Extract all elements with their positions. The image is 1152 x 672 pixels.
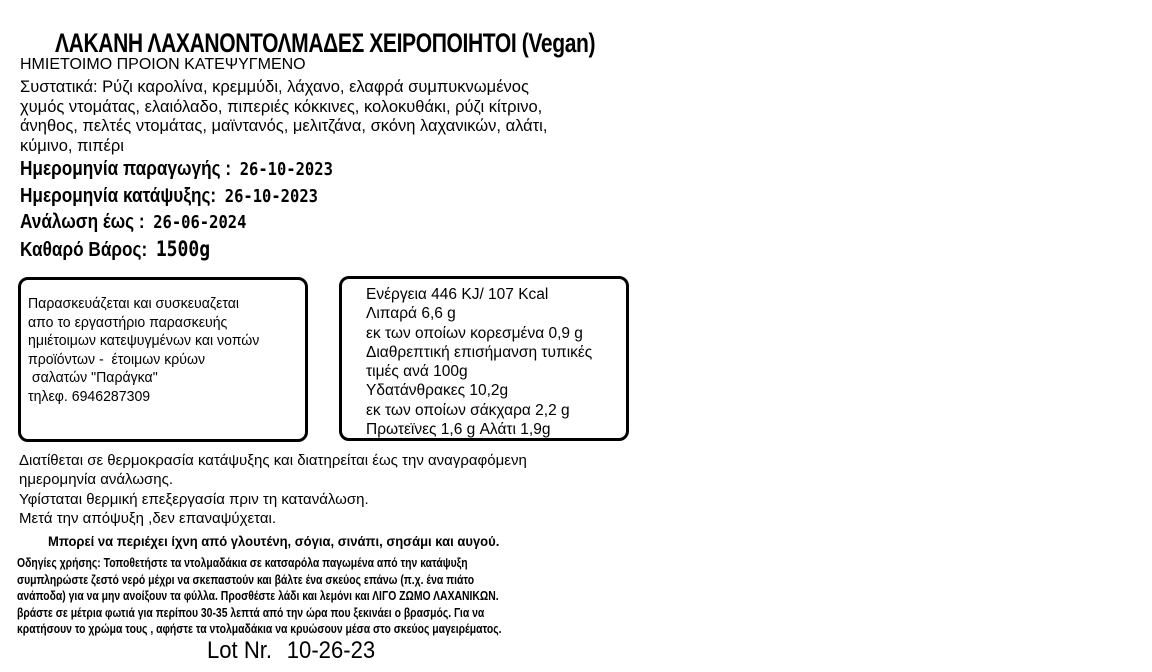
nutrition-line: εκ των οποίων σάκχαρα 2,2 g bbox=[366, 401, 570, 419]
instructions-line: βράστε σε μέτρια φωτιά για περίπου 30-35 λεπτά από την ώρα που ξεκινάει ο βρασμός. Για να bbox=[17, 604, 485, 620]
storage-line: Διατίθεται σε θερμοκρασία κατάψυξης και διατηρείται έως την αναγραφόμενη bbox=[19, 452, 527, 469]
storage-line: ημερομηνία ανάλωσης. bbox=[19, 471, 174, 489]
producer-box bbox=[18, 277, 308, 442]
expiry-date-label: Ανάλωση έως : bbox=[20, 211, 145, 233]
freezing-date-value: 26-10-2023 bbox=[224, 186, 318, 207]
lot-label: Lot Nr. bbox=[207, 637, 273, 664]
freezing-date-label: Ημερομηνία κατάψυξης: bbox=[20, 185, 217, 207]
producer-line: απο το εργαστήριο παρασκευής bbox=[28, 313, 228, 331]
instructions-line: Οδηγίες χρήσης: Τοποθετήστε τα ντολμαδάκια σε κατσαρόλα παγωμένα από την κατάψυξη bbox=[17, 555, 468, 570]
nutrition-box bbox=[339, 276, 629, 441]
producer-line: ημιέτοιμων κατεψυγμένων και νοπών bbox=[28, 332, 260, 350]
nutrition-line: εκ των οποίων κορεσμένα 0,9 g bbox=[366, 324, 583, 342]
producer-line: Παρασκευάζεται και συσκευαζεται bbox=[28, 295, 240, 312]
ingredients-line: χυμός ντομάτας, ελαιόλαδο, πιπεριές κόκκινες, κολοκυθάκι, ρύζι κίτρινο, bbox=[20, 97, 543, 116]
storage-block bbox=[19, 451, 527, 528]
production-date-label: Ημερομηνία παραγωγής : bbox=[20, 158, 232, 180]
product-title: ΛΑΚΑΝΗ ΛΑΧΑΝΟΝΤΟΛΜΑΔΕΣ ΧΕΙΡΟΠΟΙΗΤΟΙ (Vegan) bbox=[55, 28, 596, 58]
instructions-line: ανάποδα) για να μην ανοίξουν τα φύλλα. Προσθέστε λάδι και λεμόνι και ΛΙΓΟ ΖΩΜΟ ΛΑΧΑΝΙΚΩΝ. bbox=[17, 588, 499, 603]
lot-value: 10-26-23 bbox=[286, 637, 376, 664]
nutrition-line: Υδατάνθρακες 10,2g bbox=[366, 382, 509, 400]
ingredients-line: Συστατικά: Ρύζι καρολίνα, κρεμμύδι, λάχανο, ελαφρά συμπυκνωμένος bbox=[20, 78, 529, 96]
storage-line: Υφίσταται θερμική επεξεργασία πριν τη κατανάλωση. bbox=[19, 490, 369, 508]
nutrition-line: τιμές ανά 100g bbox=[366, 363, 468, 381]
nutrition-line: Λιπαρά 6,6 g bbox=[366, 305, 456, 323]
expiry-date-row bbox=[20, 211, 246, 234]
usage-instructions bbox=[17, 555, 623, 638]
ingredients-line: άνηθος, πελτές ντομάτας, μαϊντανός, μελιτζάνα, σκόνη λαχανικών, αλάτι, bbox=[20, 117, 548, 135]
product-subtitle: ΗΜΙΕΤΟΙΜΟ ΠΡΟΙΟΝ ΚΑΤΕΨΥΓΜΕΝΟ bbox=[20, 56, 306, 73]
producer-line: σαλατών "Παράγκα" bbox=[28, 369, 158, 387]
nutrition-line: Πρωτεϊνες 1,6 g Αλάτι 1,9g bbox=[366, 421, 551, 439]
expiry-date-value: 26-06-2024 bbox=[153, 212, 247, 233]
net-weight-row bbox=[20, 237, 210, 262]
production-date-value: 26-10-2023 bbox=[239, 159, 333, 180]
net-weight-label: Καθαρό Βάρος: bbox=[20, 239, 148, 261]
net-weight-value: 1500g bbox=[155, 237, 211, 261]
instructions-line: συμπληρώστε ζεστό νερό μέχρι να σκεπαστούν και βάλτε ένα σκεύος επάνω (π.χ. ένα πιάτο bbox=[17, 571, 475, 587]
production-date-row bbox=[20, 158, 333, 181]
producer-phone: τηλεφ. 6946287309 bbox=[28, 387, 151, 405]
ingredients-line: κύμινο, πιπέρι bbox=[20, 136, 124, 155]
storage-line: Μετά την απόψυξη ,δεν επαναψύχεται. bbox=[19, 509, 277, 527]
nutrition-line: Ενέργεια 446 KJ/ 107 Kcal bbox=[366, 286, 549, 303]
allergen-note: Μπορεί να περιέχει ίχνη από γλουτένη, σόγια, σινάπι, σησάμι και αυγού. bbox=[48, 533, 500, 549]
producer-line: προϊόντων - έτοιμων κρύων bbox=[28, 350, 206, 368]
freezing-date-row bbox=[20, 185, 318, 208]
nutrition-line: Διαθρεπτική επισήμανση τυπικές bbox=[366, 343, 593, 361]
instructions-line: κρατήσουν το χρώμα τους , αφήστε τα ντολμαδάκια να κρυώσουν μέσα στο σκεύος μαγειρέματος. bbox=[17, 621, 502, 636]
lot-number bbox=[207, 637, 375, 665]
ingredients-block bbox=[20, 78, 640, 156]
